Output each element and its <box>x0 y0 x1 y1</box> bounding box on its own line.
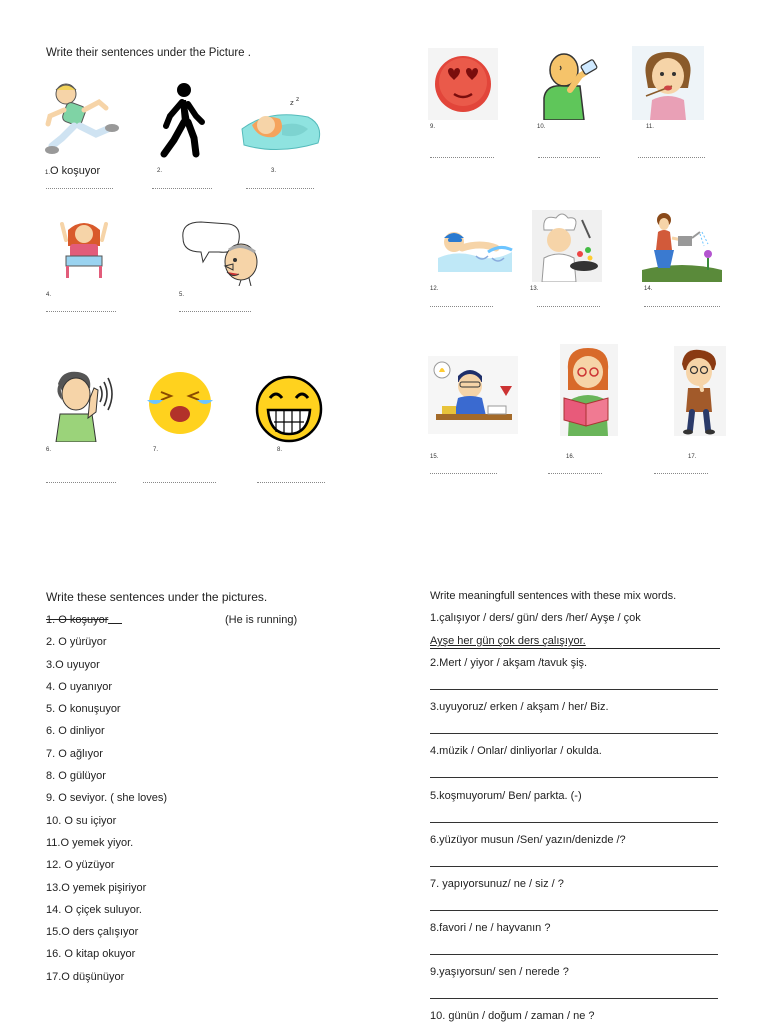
waking-girl-icon <box>60 216 108 280</box>
thinking-boy-icon <box>674 346 726 436</box>
walking-person-icon <box>156 82 206 158</box>
svg-text:z: z <box>290 99 294 107</box>
answer-line[interactable] <box>644 306 720 307</box>
answer-line[interactable] <box>430 733 718 734</box>
sentence-item: 14. O çiçek suluyor. <box>46 903 142 916</box>
picture-number: 17. <box>688 454 697 460</box>
answer-line[interactable] <box>430 998 718 999</box>
svg-text:z: z <box>296 96 300 103</box>
mix-example-answer: Ayşe her gün çok ders çalışıyor. <box>430 635 586 647</box>
sentence-item: 2. O yürüyor <box>46 636 107 649</box>
answer-line[interactable] <box>538 157 600 158</box>
top-instruction: Write their sentences under the Picture . <box>46 47 251 59</box>
picture-number: 1.O koşuyor <box>45 165 101 177</box>
sentence-item: 6. O dinliyor <box>46 725 105 738</box>
sentence-item: 13.O yemek pişiriyor <box>46 881 147 894</box>
mix-question: 4.müzik / Onlar/ dinliyorlar / okulda. <box>430 745 602 757</box>
mix-question: 3.uyuyoruz/ erken / akşam / her/ Biz. <box>430 701 609 713</box>
answer-line[interactable] <box>257 482 325 483</box>
sentence-item: 7. O ağlıyor <box>46 747 103 760</box>
talking-old-man-icon <box>179 218 263 286</box>
sentence-item: 12. O yüzüyor <box>46 859 115 872</box>
running-boy-icon <box>44 80 120 160</box>
sentences-list <box>46 609 167 988</box>
picture-number: 2. <box>157 168 163 174</box>
picture-number: 4. <box>46 292 52 298</box>
picture-number: 9. <box>430 124 436 130</box>
picture-number: 15. <box>430 454 439 460</box>
answer-line[interactable] <box>46 311 116 312</box>
example-translation: (He is running) <box>225 614 298 626</box>
answer-line[interactable] <box>152 188 212 189</box>
picture-number: 14. <box>644 286 653 292</box>
mix-question: 2.Mert / yiyor / akşam /tavuk şiş. <box>430 657 588 669</box>
answer-line[interactable] <box>430 473 497 474</box>
picture-number: 8. <box>277 447 283 453</box>
sentence-item: 8. O gülüyor <box>46 770 106 783</box>
heart-eyes-emoji-icon <box>428 48 498 120</box>
answer-line[interactable] <box>430 157 494 158</box>
picture-number: 11. <box>646 124 654 130</box>
answer-line[interactable] <box>548 473 602 474</box>
reading-girl-icon <box>560 344 618 436</box>
answer-line[interactable] <box>46 188 113 189</box>
sentence-item: 11.O yemek yiyor. <box>46 836 134 849</box>
picture-number: 7. <box>153 447 159 453</box>
studying-boy-icon <box>428 356 518 434</box>
mix-question: 9.yaşıyorsun/ sen / nerede ? <box>430 966 569 978</box>
sentence-item: 4. O uyanıyor <box>46 680 113 693</box>
sentence-item: 5. O konuşuyor <box>46 703 121 716</box>
sentence-item: 10. O su içiyor <box>46 814 117 827</box>
eating-girl-icon <box>632 46 704 120</box>
picture-number: 3. <box>271 168 277 174</box>
picture-number: 13. <box>530 286 539 292</box>
answer-line[interactable] <box>143 482 216 483</box>
answer-line[interactable] <box>430 822 718 823</box>
answer-line[interactable] <box>537 306 600 307</box>
sentence-item: 9. O seviyor. ( she loves) <box>46 792 168 805</box>
answer-line[interactable] <box>654 473 708 474</box>
drinking-water-icon <box>540 50 604 120</box>
answer-line[interactable] <box>246 188 314 189</box>
answer-line[interactable] <box>430 306 493 307</box>
sentence-item: 1. O koşuyor <box>46 609 167 631</box>
answer-line[interactable] <box>430 866 718 867</box>
answer-line[interactable] <box>179 311 251 312</box>
mix-instruction: Write meaningfull sentences with these mix words. <box>430 590 677 602</box>
mix-question: 7. yapıyorsunuz/ ne / siz / ? <box>430 878 564 890</box>
sentence-item: 3.O uyuyor <box>46 658 100 671</box>
picture-number: 6. <box>46 447 52 453</box>
picture-number: 5. <box>179 292 185 298</box>
listening-man-icon <box>50 368 114 442</box>
example-answer: O koşuyor <box>50 165 101 177</box>
picture-number: 10. <box>537 124 546 130</box>
laughing-emoji-icon <box>254 374 324 444</box>
sleeping-child-icon <box>238 95 328 157</box>
answer-line[interactable] <box>46 482 116 483</box>
answer-line[interactable] <box>430 777 718 778</box>
answer-line[interactable] <box>430 689 718 690</box>
swimming-boy-icon <box>436 222 514 272</box>
picture-number: 12. <box>430 286 439 292</box>
answer-line[interactable] <box>430 910 718 911</box>
sentences-instruction: Write these sentences under the pictures. <box>46 590 268 604</box>
cooking-chef-icon <box>532 210 602 282</box>
mix-question: 1.çalışıyor / ders/ gün/ ders /her/ Ayşe / çok <box>430 612 641 624</box>
mix-question: 10. günün / doğum / zaman / ne ? <box>430 1010 595 1022</box>
answer-line[interactable] <box>430 635 720 649</box>
mix-question: 5.koşmuyorum/ Ben/ parkta. (-) <box>430 790 582 802</box>
answer-line[interactable] <box>430 954 718 955</box>
sentence-item: 15.O ders çalışıyor <box>46 926 139 939</box>
mix-question: 6.yüzüyor musun /Sen/ yazın/denizde /? <box>430 834 626 846</box>
crying-emoji-icon <box>143 370 217 436</box>
watering-flowers-icon <box>642 210 722 282</box>
sentence-item: 17.O düşünüyor <box>46 970 125 983</box>
mix-question: 8.favori / ne / hayvanın ? <box>430 922 551 934</box>
answer-line[interactable] <box>638 157 705 158</box>
sentence-item: 16. O kitap okuyor <box>46 948 136 961</box>
picture-number: 16. <box>566 454 575 460</box>
